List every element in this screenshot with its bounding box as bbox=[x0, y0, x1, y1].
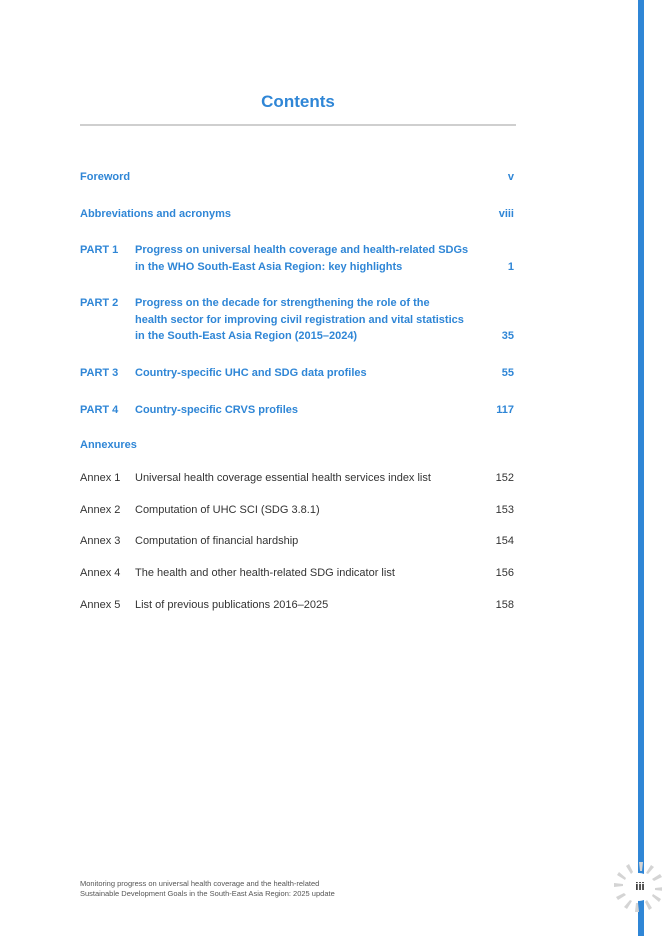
annexures-heading: Annexures bbox=[80, 439, 137, 451]
toc-entry-label: Abbreviations and acronyms bbox=[80, 208, 231, 220]
toc-part-title-line: health sector for improving civil registration and vital statistics bbox=[135, 313, 464, 326]
toc-entry-page: 158 bbox=[495, 599, 514, 611]
footer-line: Sustainable Development Goals in the South-East Asia Region: 2025 update bbox=[80, 889, 335, 898]
annex-label: Annex 1 bbox=[80, 472, 121, 484]
toc-entry-label: Foreword bbox=[80, 171, 131, 183]
page-footer bbox=[80, 879, 335, 899]
page-number: iii bbox=[635, 881, 645, 893]
toc-part-title-line: Progress on universal health coverage and health-related SDGs bbox=[135, 244, 469, 256]
toc-part-label: PART 4 bbox=[80, 404, 119, 416]
toc-part-title-line: Progress on the decade for strengthening the role of the bbox=[135, 297, 430, 309]
annex-title: Universal health coverage essential health services index list bbox=[135, 472, 431, 484]
toc-entry-page: 117 bbox=[496, 404, 514, 416]
toc-part-title bbox=[135, 402, 465, 419]
toc-entry-page: viii bbox=[498, 208, 514, 220]
annex-title: Computation of financial hardship bbox=[135, 535, 299, 547]
toc-part-title-line: Country-specific CRVS profiles bbox=[135, 404, 298, 416]
toc-entry-page: 1 bbox=[507, 260, 514, 273]
annex-title: List of previous publications 2016–2025 bbox=[135, 599, 329, 611]
annex-label: Annex 5 bbox=[80, 599, 121, 611]
page-title: Contents bbox=[261, 92, 335, 111]
annex-label: Annex 2 bbox=[80, 504, 121, 516]
toc-part-label: PART 1 bbox=[80, 244, 119, 256]
page-edge-bar bbox=[638, 0, 644, 936]
title-divider bbox=[80, 124, 516, 126]
toc-entry-page: 153 bbox=[495, 504, 514, 516]
annex-label: Annex 3 bbox=[80, 535, 121, 547]
toc-part-title bbox=[135, 295, 465, 345]
annex-title: The health and other health-related SDG indicator list bbox=[135, 567, 395, 579]
annex-title: Computation of UHC SCI (SDG 3.8.1) bbox=[135, 504, 320, 516]
toc-part-label: PART 3 bbox=[80, 367, 119, 379]
toc-part-title bbox=[135, 242, 469, 275]
toc-entry-page: 156 bbox=[495, 567, 514, 579]
toc-part-title-line: Country-specific UHC and SDG data profiles bbox=[135, 367, 367, 379]
toc-entry-page: v bbox=[507, 171, 514, 183]
footer-line: Monitoring progress on universal health coverage and the health-related bbox=[80, 879, 320, 888]
annex-label: Annex 4 bbox=[80, 567, 121, 579]
toc-entry-page: 154 bbox=[495, 535, 514, 547]
toc-part-label: PART 2 bbox=[80, 297, 119, 309]
toc-entry-page: 152 bbox=[495, 472, 514, 484]
toc-part-title-line: in the South-East Asia Region (2015–2024) bbox=[135, 330, 358, 342]
toc-entry-page: 55 bbox=[501, 367, 514, 379]
toc-entry-page: 35 bbox=[501, 330, 514, 342]
toc-part-title bbox=[135, 365, 465, 382]
toc-part-title-line: in the WHO South-East Asia Region: key highlights bbox=[135, 260, 403, 273]
